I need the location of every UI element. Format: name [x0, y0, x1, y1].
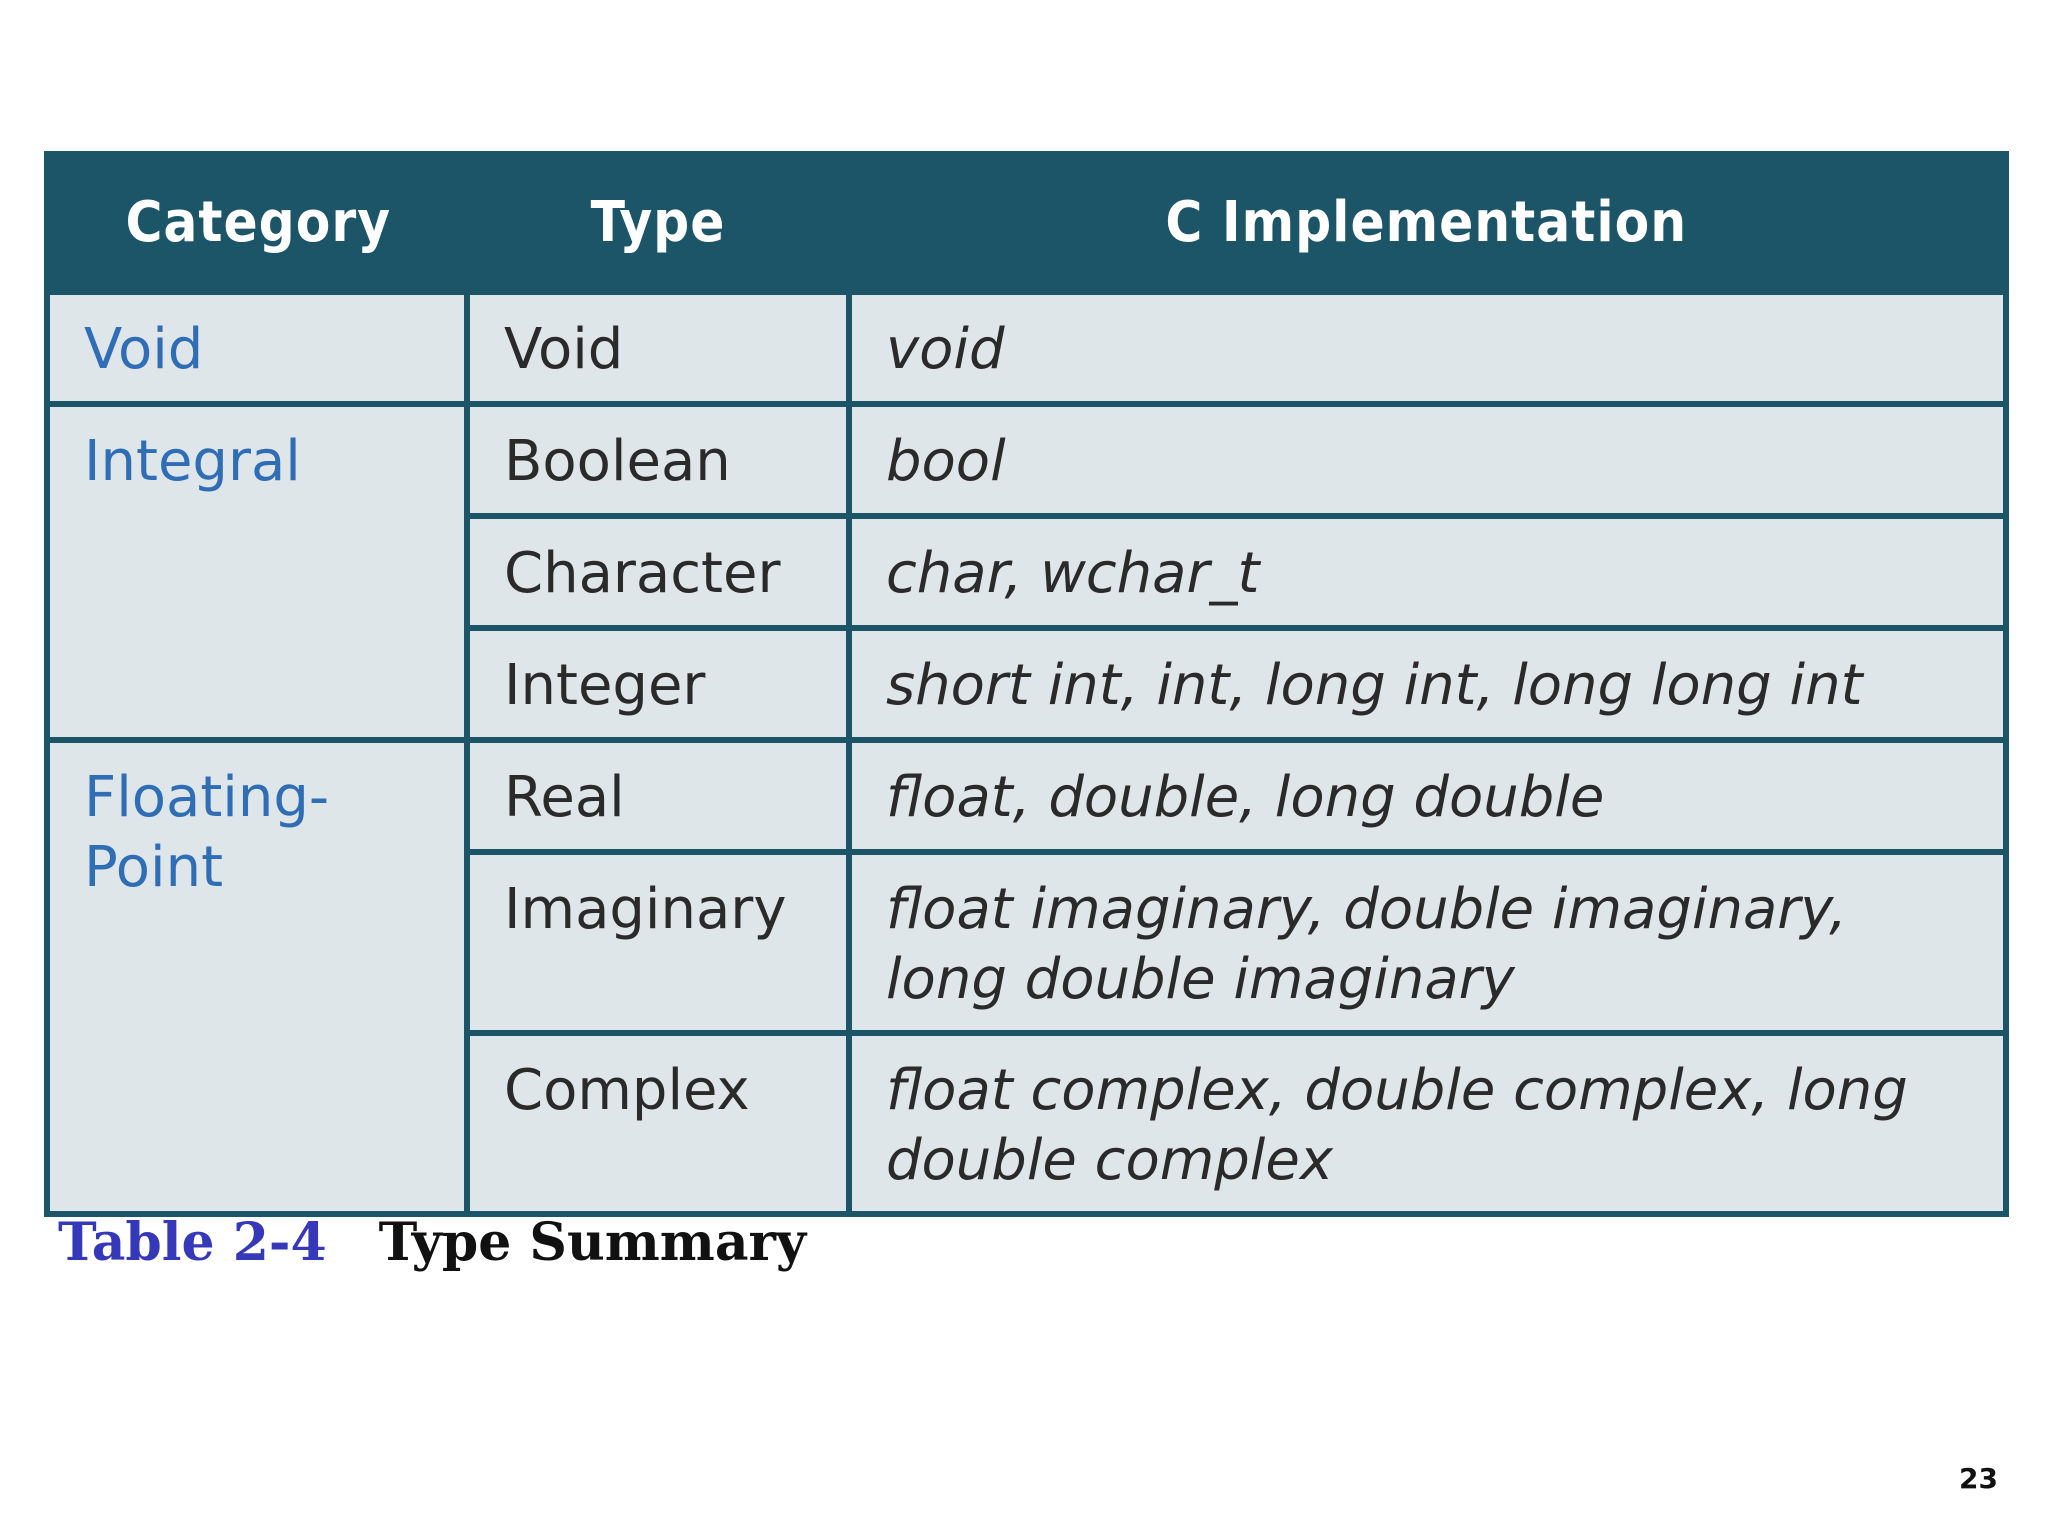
category-cell: Void	[47, 292, 467, 404]
implementation-cell: float imaginary, double imaginary, long double imaginary	[849, 852, 2006, 1033]
implementation-cell: char, wchar_t	[849, 516, 2006, 628]
header-type: Type	[467, 154, 849, 293]
table-row	[47, 740, 2006, 852]
type-cell: Imaginary	[467, 852, 849, 1033]
implementation-cell: float complex, double complex, long double complex	[849, 1033, 2006, 1214]
table-row	[47, 404, 2006, 516]
page-number: 23	[1959, 1462, 1998, 1495]
type-cell: Integer	[467, 628, 849, 740]
header-c-implementation: C Implementation	[849, 154, 2006, 293]
type-cell: Void	[467, 292, 849, 404]
type-cell: Real	[467, 740, 849, 852]
type-cell: Character	[467, 516, 849, 628]
category-cell: Floating-Point	[47, 740, 467, 1214]
implementation-cell: short int, int, long int, long long int	[849, 628, 2006, 740]
category-cell: Integral	[47, 404, 467, 740]
type-cell: Complex	[467, 1033, 849, 1214]
type-summary-table	[44, 151, 2009, 1217]
type-cell: Boolean	[467, 404, 849, 516]
table-header-row	[47, 154, 2006, 293]
table-caption	[58, 1212, 806, 1273]
implementation-cell: void	[849, 292, 2006, 404]
header-category: Category	[47, 154, 467, 293]
implementation-cell: float, double, long double	[849, 740, 2006, 852]
caption-title: Type Summary	[378, 1212, 807, 1273]
table-row	[47, 292, 2006, 404]
implementation-cell: bool	[849, 404, 2006, 516]
caption-label: Table 2-4	[58, 1212, 327, 1273]
